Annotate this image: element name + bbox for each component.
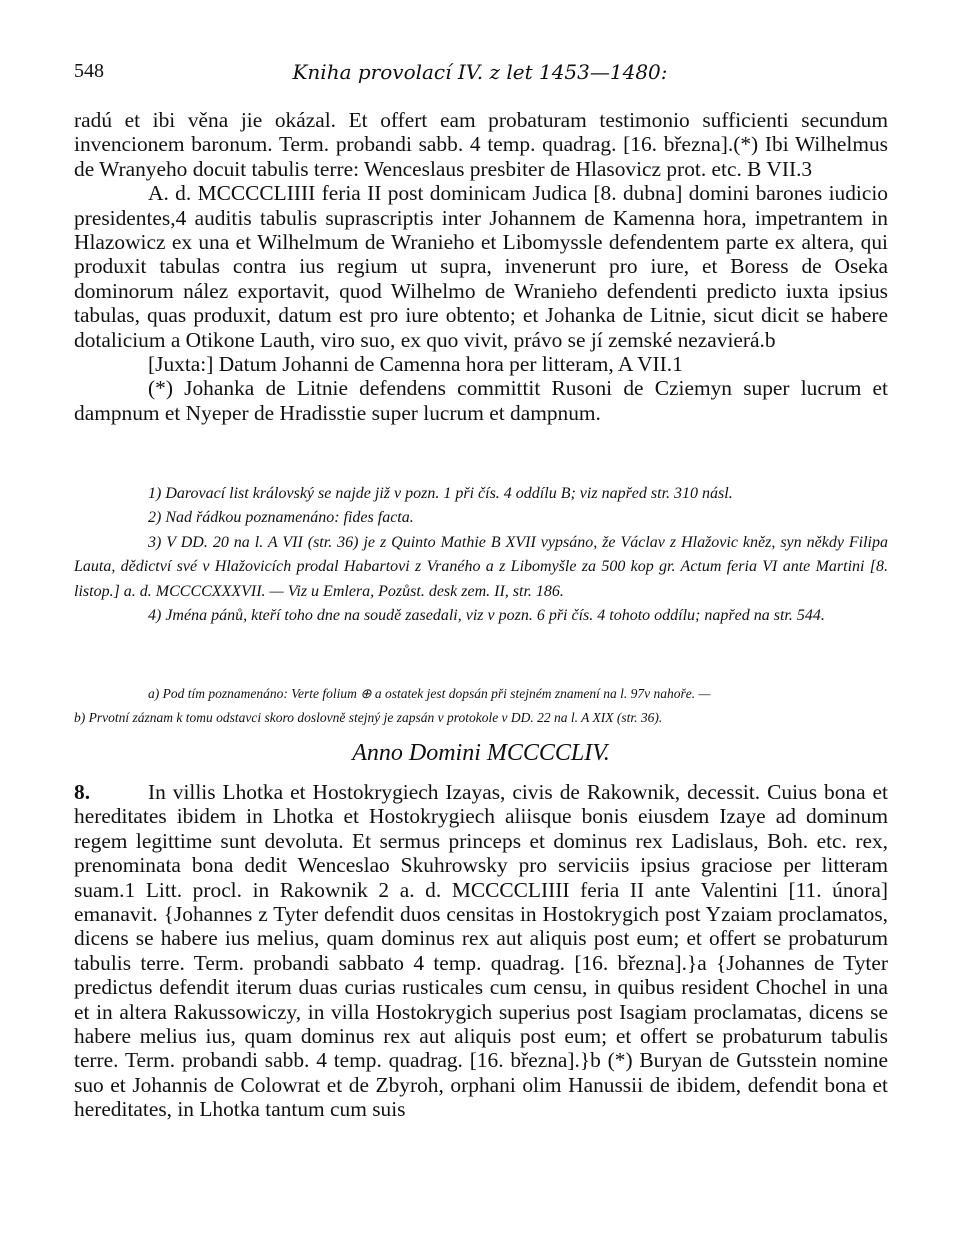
section-heading: Anno Domini MCCCCLIV. bbox=[352, 740, 610, 766]
paragraph-2: A. d. MCCCCLIIII feria II post dominicam Judica [8. dubna] domini barones iudicio presidentes,4 auditis tabulis suprascriptis inter Johannem de Kamenna hora, impetrantem in Hlazowicz ex una et Wilhelmum de Wranieho et Libomyssle defendentem parte ex altera, qui produxit tabulas contra ius regium ut supra, invenerunt pro iure, et Boress de Oseka dominorum nález exportavit, quod Wilhelmo de Wranieho defendenti predicto iuxta ipsius tabulas, quas produxit, datum est pro iure obtento; et Johanka de Litnie, sicut dicit se habere dotalicium a Otikone Lauth, viro suo, ex quo vivit, právo se jí zemské nezavierá.b bbox=[74, 181, 888, 352]
footnotes-lettered bbox=[74, 682, 888, 730]
paragraph-1: radú et ibi věna jie okázal. Et offert eam probaturam testimonio sufficienti secundum invencionem baronum. Term. probandi sabb. 4 temp. quadrag. [16. března].(*) Ibi Wilhelmus de Wranyeho docuit tabulis terre: Wenceslaus presbiter de Hlasovicz prot. etc. B VII.3 bbox=[74, 108, 888, 181]
entry-number: 8. bbox=[74, 780, 91, 804]
footnotes-numbered bbox=[74, 482, 888, 628]
main-text-block bbox=[74, 108, 888, 425]
footnote-4: 4) Jména pánů, kteří toho dne na soudě zasedali, viz v pozn. 6 při čís. 4 tohoto oddílu; napřed na str. 544. bbox=[148, 607, 825, 625]
running-header bbox=[74, 60, 886, 88]
footnote-1: 1) Darovací list královský se najde již v pozn. 1 při čís. 4 oddílu B; viz napřed str. 310 násl. bbox=[148, 485, 733, 502]
footnote-2: 2) Nad řádkou poznamenáno: fides facta. bbox=[148, 509, 414, 527]
running-title: Kniha provolací IV. z let 1453—1480: bbox=[292, 60, 668, 84]
paragraph-4: (*) Johanka de Litnie defendens committit Rusoni de Cziemyn super lucrum et dampnum et Nyeper de Hradisstie super lucrum et dampnum. bbox=[74, 376, 888, 425]
footnote-b: b) Prvotní záznam k tomu odstavci skoro doslovně stejný je zapsán v protokole v DD. 22 na l. A XIX (str. 36). bbox=[74, 710, 663, 725]
page-number: 548 bbox=[74, 60, 104, 82]
entry-8 bbox=[74, 780, 888, 1122]
footnote-a: a) Pod tím poznamenáno: Verte folium ⊕ a ostatek jest dopsán při stejném znamení na l. 97v nahoře. — bbox=[148, 686, 711, 701]
footnote-3: 3) V DD. 20 na l. A VII (str. 36) je z Quinto Mathie B XVII vypsáno, že Václav z Hlažovic kněz, syn někdy Filipa Lauta, dědictví své v Hlažovicích prodal Habartovi z Vraného a z Libomyšle za 500 kop gr. Actum feria VI ante Martini [8. listop.] a. d. MCCCCXXXVII. — Viz u Emlera, Pozůst. desk zem. II, str. 186. bbox=[74, 533, 888, 600]
paragraph-3: [Juxta:] Datum Johanni de Camenna hora per litteram, A VII.1 bbox=[148, 352, 683, 377]
entry-8-paragraph bbox=[74, 780, 888, 1122]
entry-text: In villis Lhotka et Hostokrygiech Izayas, civis de Rakownik, decessit. Cuius bona et hereditates ibidem in Lhotka et Hostokrygiech aliisque bonis eiusdem Izaye ad dominum regem legittime sunt devoluta. Et sermus princeps et dominus rex Ladislaus, Boh. etc. rex, prenominata bona dedit Wenceslao Skuhrowsky pro serviciis ipsius graciose per litteram suam.1 Litt. procl. in Rakownik 2 a. d. MCCCCLIIII feria II ante Valentini [11. února] emanavit. {Johannes z Tyter defendit duos censitas in Hostokrygich post Yzaiam proclamatos, dicens se habere ius melius, quam dominus rex aut aliquis post eum; et offert se probaturum tabulis terre. Term. probandi sabbato 4 temp. quadrag. [16. března].}a {Johannes de Tyter predictus defendit iterum duas curias rusticales cum censu, in quibus resident Chochel in una et in altera Rakussowiczy, in villa Hostokrygich superius post Isagiam proclamatas, dicens se habere melius ius, quam dominus rex aut aliquis post eum; et offert se probaturum tabulis terre. Term. probandi sabb. 4 temp. quadrag. [16. března].}b (*) Buryan de Gutsstein nomine suo et Johannis de Colowrat et de Zbyroh, orphani olim Hanussii de ibidem, defendit bona et hereditates, in Lhotka tantum cum suis bbox=[74, 780, 888, 1122]
